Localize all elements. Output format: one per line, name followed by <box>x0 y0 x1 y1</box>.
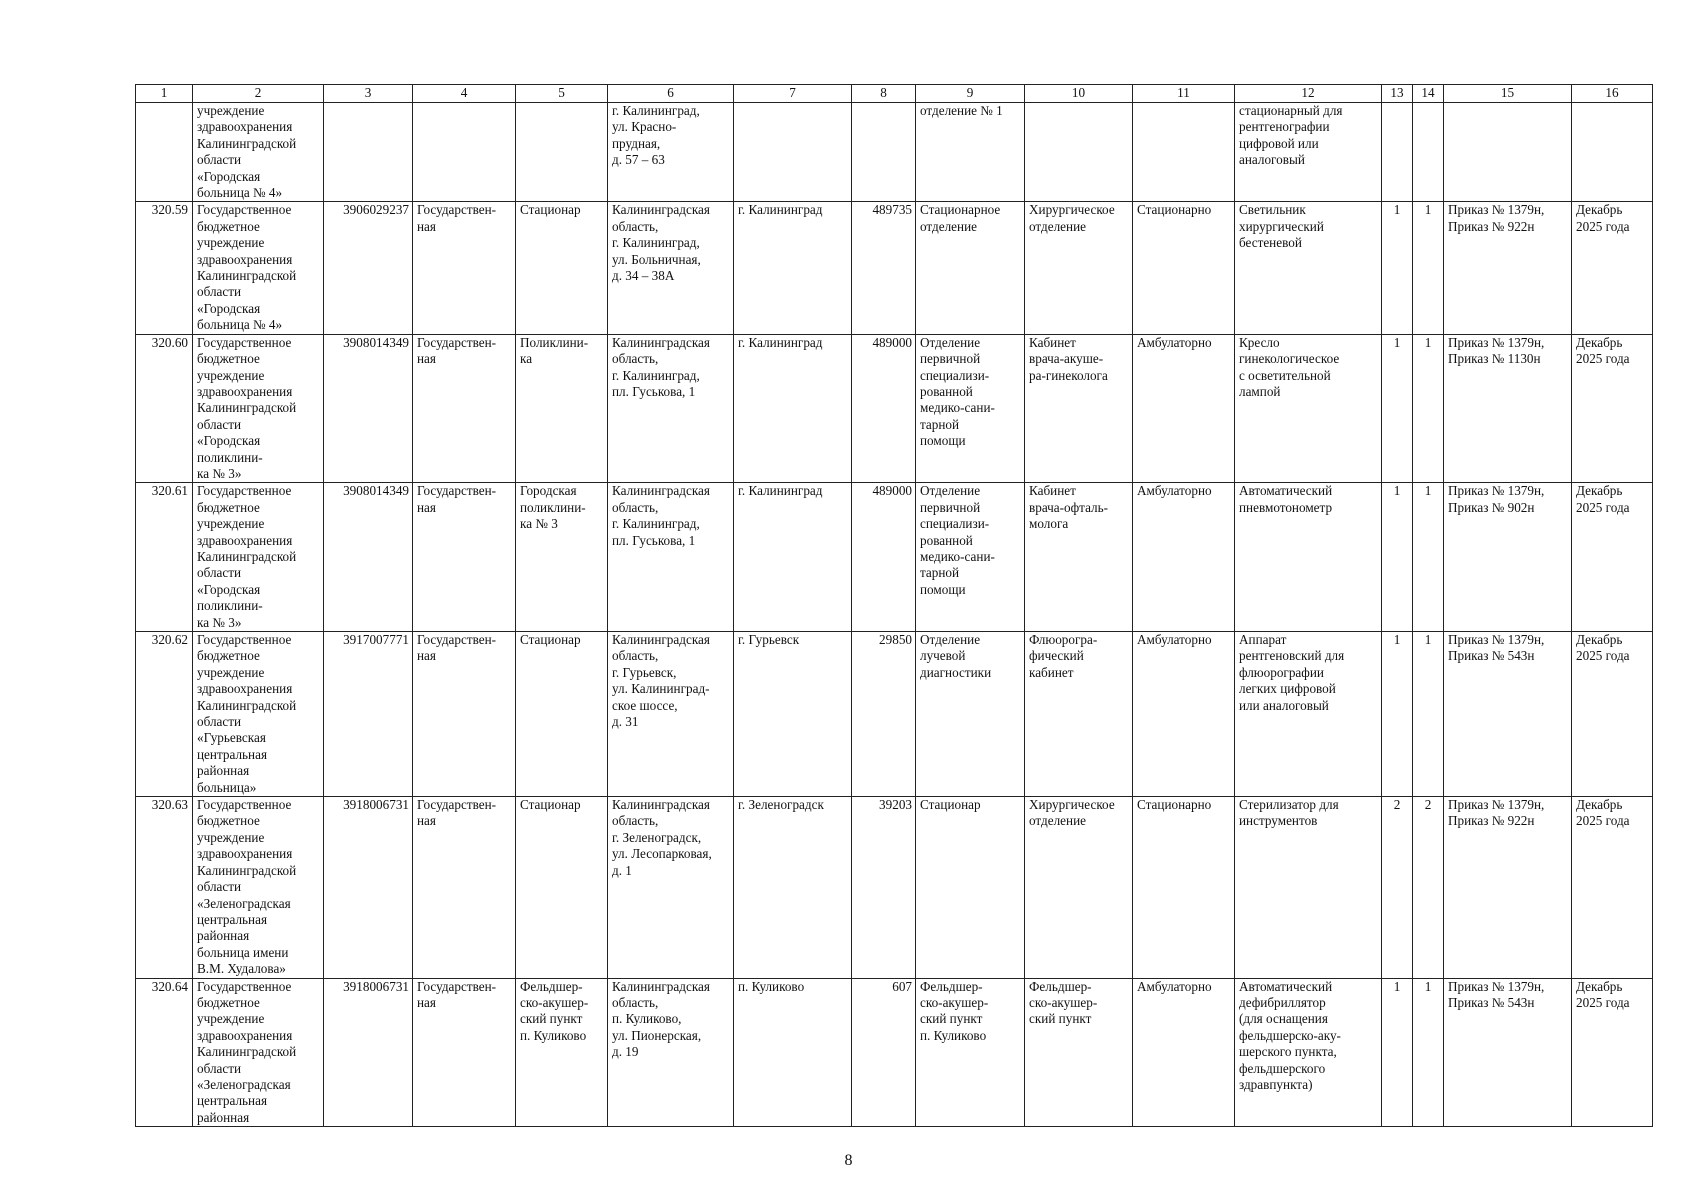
facility-type-cell: Стационар <box>516 202 608 334</box>
ownership-form-cell: Государствен- ная <box>413 334 516 483</box>
deadline-cell: Декабрь 2025 года <box>1572 334 1653 483</box>
equipment-cell: Аппарат рентгеновский для флюорографии легких цифровой или аналоговый <box>1235 632 1382 797</box>
population-cell: 489000 <box>852 334 916 483</box>
facility-type-cell: Поликлини- ка <box>516 334 608 483</box>
locality-cell: г. Калининград <box>734 202 852 334</box>
locality-cell: п. Куликово <box>734 978 852 1127</box>
table-row <box>136 797 1653 978</box>
ownership-form-cell: Государствен- ная <box>413 202 516 334</box>
address-cell: Калининградская область, г. Калининград, пл. Гуськова, 1 <box>608 334 734 483</box>
population-cell: 39203 <box>852 797 916 978</box>
equipment-cell: Кресло гинекологическое с осветительной лампой <box>1235 334 1382 483</box>
equipment-cell: Автоматический дефибриллятор (для оснащения фельдшерско-аку- шерского пункта, фельдшерского здравпункта) <box>1235 978 1382 1127</box>
unit-cell: Фельдшер- ско-акушер- ский пункт <box>1025 978 1133 1127</box>
quantity-cell: 2 <box>1382 797 1413 978</box>
inn-cell <box>324 103 413 202</box>
quantity-cell: 1 <box>1413 483 1444 632</box>
quantity-cell: 1 <box>1413 334 1444 483</box>
facility-type-cell: Стационар <box>516 797 608 978</box>
table-row <box>136 334 1653 483</box>
quantity-cell: 1 <box>1413 978 1444 1127</box>
equipment-cell: стационарный для рентгенографии цифровой или аналоговый <box>1235 103 1382 202</box>
population-cell: 489735 <box>852 202 916 334</box>
ownership-form-cell: Государствен- ная <box>413 632 516 797</box>
table-row <box>136 978 1653 1127</box>
table-row <box>136 483 1653 632</box>
column-header: 10 <box>1025 85 1133 103</box>
column-header: 5 <box>516 85 608 103</box>
column-header: 2 <box>193 85 324 103</box>
equipment-cell: Светильник хирургический бестеневой <box>1235 202 1382 334</box>
row-number-cell <box>136 103 193 202</box>
organization-name-cell: Государственное бюджетное учреждение здравоохранения Калининградской области «Городская поликлини- ка № 3» <box>193 483 324 632</box>
locality-cell: г. Калининград <box>734 483 852 632</box>
deadline-cell: Декабрь 2025 года <box>1572 483 1653 632</box>
facility-type-cell <box>516 103 608 202</box>
unit-cell: Кабинет врача-офталь- молога <box>1025 483 1133 632</box>
deadline-cell <box>1572 103 1653 202</box>
ownership-form-cell: Государствен- ная <box>413 483 516 632</box>
department-cell: Стационарное отделение <box>916 202 1025 334</box>
organization-name-cell: Государственное бюджетное учреждение здравоохранения Калининградской области «Городская больница № 4» <box>193 202 324 334</box>
column-header: 16 <box>1572 85 1653 103</box>
care-mode-cell: Амбулаторно <box>1133 483 1235 632</box>
organization-name-cell: Государственное бюджетное учреждение здравоохранения Калининградской области «Зеленоградская центральная районная больница имени В.М. Худалова» <box>193 797 324 978</box>
organization-name-cell: Государственное бюджетное учреждение здравоохранения Калининградской области «Городская поликлини- ка № 3» <box>193 334 324 483</box>
population-cell <box>852 103 916 202</box>
row-number-cell: 320.60 <box>136 334 193 483</box>
care-mode-cell: Стационарно <box>1133 797 1235 978</box>
population-cell: 489000 <box>852 483 916 632</box>
locality-cell <box>734 103 852 202</box>
deadline-cell: Декабрь 2025 года <box>1572 978 1653 1127</box>
column-header: 1 <box>136 85 193 103</box>
quantity-cell: 2 <box>1413 797 1444 978</box>
quantity-cell: 1 <box>1382 978 1413 1127</box>
quantity-cell: 1 <box>1382 483 1413 632</box>
ownership-form-cell: Государствен- ная <box>413 797 516 978</box>
deadline-cell: Декабрь 2025 года <box>1572 797 1653 978</box>
quantity-cell: 1 <box>1382 202 1413 334</box>
deadline-cell: Декабрь 2025 года <box>1572 202 1653 334</box>
table-row <box>136 103 1653 202</box>
order-reference-cell: Приказ № 1379н, Приказ № 543н <box>1444 978 1572 1127</box>
column-header: 8 <box>852 85 916 103</box>
table-body <box>136 103 1653 1127</box>
organization-name-cell: Государственное бюджетное учреждение здравоохранения Калининградской области «Зеленоградская центральная районная <box>193 978 324 1127</box>
quantity-cell: 1 <box>1382 632 1413 797</box>
facility-type-cell: Стационар <box>516 632 608 797</box>
locality-cell: г. Зеленоградск <box>734 797 852 978</box>
care-mode-cell: Стационарно <box>1133 202 1235 334</box>
unit-cell: Флюорогра- фический кабинет <box>1025 632 1133 797</box>
column-header: 15 <box>1444 85 1572 103</box>
column-header: 11 <box>1133 85 1235 103</box>
address-cell: Калининградская область, г. Гурьевск, ул. Калининград- ское шоссе, д. 31 <box>608 632 734 797</box>
inn-cell: 3918006731 <box>324 978 413 1127</box>
column-number-header-row <box>136 85 1653 103</box>
population-cell: 607 <box>852 978 916 1127</box>
row-number-cell: 320.59 <box>136 202 193 334</box>
inn-cell: 3908014349 <box>324 483 413 632</box>
inn-cell: 3918006731 <box>324 797 413 978</box>
address-cell: Калининградская область, п. Куликово, ул. Пионерская, д. 19 <box>608 978 734 1127</box>
page-number: 8 <box>844 1152 853 1169</box>
facility-type-cell: Городская поликлини- ка № 3 <box>516 483 608 632</box>
unit-cell: Хирургическое отделение <box>1025 202 1133 334</box>
row-number-cell: 320.61 <box>136 483 193 632</box>
department-cell: Отделение первичной специализи- рованной медико-сани- тарной помощи <box>916 334 1025 483</box>
order-reference-cell <box>1444 103 1572 202</box>
order-reference-cell: Приказ № 1379н, Приказ № 922н <box>1444 202 1572 334</box>
unit-cell <box>1025 103 1133 202</box>
care-mode-cell: Амбулаторно <box>1133 632 1235 797</box>
order-reference-cell: Приказ № 1379н, Приказ № 543н <box>1444 632 1572 797</box>
department-cell: Фельдшер- ско-акушер- ский пункт п. Куликово <box>916 978 1025 1127</box>
equipment-cell: Автоматический пневмотонометр <box>1235 483 1382 632</box>
care-mode-cell: Амбулаторно <box>1133 334 1235 483</box>
care-mode-cell <box>1133 103 1235 202</box>
facility-type-cell: Фельдшер- ско-акушер- ский пункт п. Куликово <box>516 978 608 1127</box>
quantity-cell <box>1413 103 1444 202</box>
address-cell: Калининградская область, г. Зеленоградск, ул. Лесопарковая, д. 1 <box>608 797 734 978</box>
department-cell: Стационар <box>916 797 1025 978</box>
population-cell: 29850 <box>852 632 916 797</box>
ownership-form-cell: Государствен- ная <box>413 978 516 1127</box>
address-cell: Калининградская область, г. Калининград, ул. Больничная, д. 34 – 38А <box>608 202 734 334</box>
column-header: 4 <box>413 85 516 103</box>
locality-cell: г. Гурьевск <box>734 632 852 797</box>
column-header: 14 <box>1413 85 1444 103</box>
equipment-table <box>135 84 1653 1127</box>
column-header: 12 <box>1235 85 1382 103</box>
quantity-cell: 1 <box>1413 202 1444 334</box>
table-row <box>136 202 1653 334</box>
inn-cell: 3906029237 <box>324 202 413 334</box>
locality-cell: г. Калининград <box>734 334 852 483</box>
order-reference-cell: Приказ № 1379н, Приказ № 922н <box>1444 797 1572 978</box>
department-cell: Отделение лучевой диагностики <box>916 632 1025 797</box>
equipment-cell: Стерилизатор для инструментов <box>1235 797 1382 978</box>
row-number-cell: 320.64 <box>136 978 193 1127</box>
ownership-form-cell <box>413 103 516 202</box>
department-cell: Отделение первичной специализи- рованной медико-сани- тарной помощи <box>916 483 1025 632</box>
organization-name-cell: Государственное бюджетное учреждение здравоохранения Калининградской области «Гурьевская центральная районная больница» <box>193 632 324 797</box>
order-reference-cell: Приказ № 1379н, Приказ № 1130н <box>1444 334 1572 483</box>
care-mode-cell: Амбулаторно <box>1133 978 1235 1127</box>
quantity-cell: 1 <box>1382 334 1413 483</box>
column-header: 3 <box>324 85 413 103</box>
deadline-cell: Декабрь 2025 года <box>1572 632 1653 797</box>
unit-cell: Кабинет врача-акуше- ра-гинеколога <box>1025 334 1133 483</box>
quantity-cell: 1 <box>1413 632 1444 797</box>
address-cell: г. Калининград, ул. Красно- прудная, д. 57 – 63 <box>608 103 734 202</box>
column-header: 13 <box>1382 85 1413 103</box>
inn-cell: 3908014349 <box>324 334 413 483</box>
row-number-cell: 320.63 <box>136 797 193 978</box>
order-reference-cell: Приказ № 1379н, Приказ № 902н <box>1444 483 1572 632</box>
column-header: 6 <box>608 85 734 103</box>
row-number-cell: 320.62 <box>136 632 193 797</box>
table-row <box>136 632 1653 797</box>
column-header: 7 <box>734 85 852 103</box>
column-header: 9 <box>916 85 1025 103</box>
unit-cell: Хирургическое отделение <box>1025 797 1133 978</box>
inn-cell: 3917007771 <box>324 632 413 797</box>
quantity-cell <box>1382 103 1413 202</box>
organization-name-cell: учреждение здравоохранения Калининградской области «Городская больница № 4» <box>193 103 324 202</box>
department-cell: отделение № 1 <box>916 103 1025 202</box>
address-cell: Калининградская область, г. Калининград, пл. Гуськова, 1 <box>608 483 734 632</box>
